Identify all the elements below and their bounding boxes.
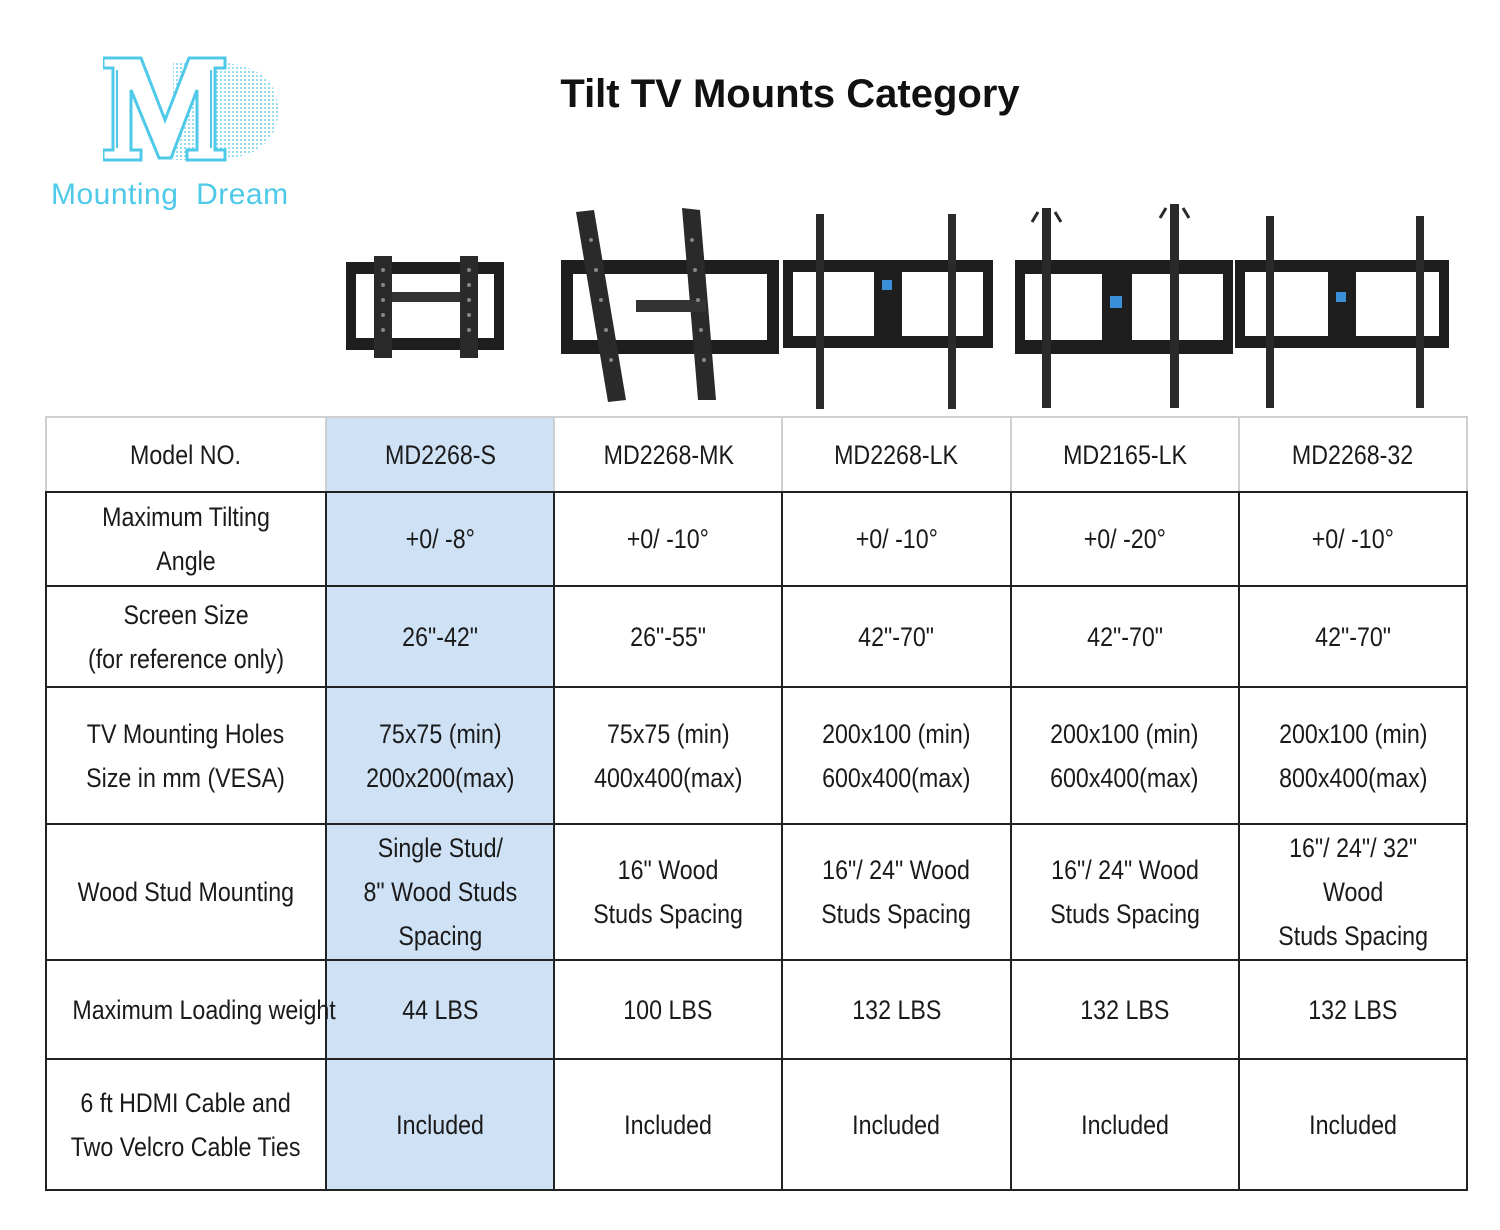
table-row	[46, 1059, 1467, 1190]
table-cell: +0/ -10°	[782, 492, 1010, 586]
table-row	[46, 586, 1467, 687]
table-cell: 16" Wood Studs Spacing	[554, 824, 782, 960]
table-cell: +0/ -8°	[326, 492, 554, 586]
table-cell: 200x100 (min) 600x400(max)	[1011, 687, 1239, 824]
table-cell: Included	[554, 1059, 782, 1190]
table-cell: Included	[326, 1059, 554, 1190]
table-cell: +0/ -10°	[1239, 492, 1467, 586]
model-header-md2268-lk: MD2268-LK	[782, 417, 1010, 492]
brand-name: Mounting Dream	[51, 178, 289, 211]
table-row	[46, 492, 1467, 586]
table-cell: 132 LBS	[1011, 960, 1239, 1059]
row-label: 6 ft HDMI Cable and Two Velcro Cable Ties	[46, 1059, 326, 1190]
row-label: Wood Stud Mounting	[46, 824, 326, 960]
product-images-row	[318, 200, 1468, 415]
product-image-md2268-32	[1232, 200, 1462, 415]
page-title: Tilt TV Mounts Category	[560, 72, 1020, 116]
table-cell: Included	[782, 1059, 1010, 1190]
spec-comparison-table	[45, 416, 1468, 1191]
table-cell: Included	[1011, 1059, 1239, 1190]
row-label: Model NO.	[46, 417, 326, 492]
table-cell: 132 LBS	[782, 960, 1010, 1059]
table-cell: Single Stud/ 8" Wood Studs Spacing	[326, 824, 554, 960]
table-cell: 100 LBS	[554, 960, 782, 1059]
model-header-md2268-s: MD2268-S	[326, 417, 554, 492]
brand-logo	[48, 50, 298, 220]
row-label: TV Mounting Holes Size in mm (VESA)	[46, 687, 326, 824]
table-row	[46, 687, 1467, 824]
table-row	[46, 824, 1467, 960]
row-label: Screen Size (for reference only)	[46, 586, 326, 687]
table-cell: 26"-55"	[554, 586, 782, 687]
table-cell: 42"-70"	[1239, 586, 1467, 687]
table-cell: 200x100 (min) 800x400(max)	[1239, 687, 1467, 824]
table-cell: 16"/ 24" Wood Studs Spacing	[1011, 824, 1239, 960]
model-header-md2268-mk: MD2268-MK	[554, 417, 782, 492]
product-image-md2165-lk	[1010, 200, 1240, 415]
table-cell: 132 LBS	[1239, 960, 1467, 1059]
table-cell: 200x100 (min) 600x400(max)	[782, 687, 1010, 824]
table-cell: 42"-70"	[1011, 586, 1239, 687]
table-cell: +0/ -10°	[554, 492, 782, 586]
table-cell: 26"-42"	[326, 586, 554, 687]
table-cell: Included	[1239, 1059, 1467, 1190]
model-header-md2165-lk: MD2165-LK	[1011, 417, 1239, 492]
table-header-row	[46, 417, 1467, 492]
row-label: Maximum Loading weight	[46, 960, 326, 1059]
table-cell: 75x75 (min) 200x200(max)	[326, 687, 554, 824]
table-row	[46, 960, 1467, 1059]
table-cell: 16"/ 24" Wood Studs Spacing	[782, 824, 1010, 960]
row-label: Maximum Tilting Angle	[46, 492, 326, 586]
product-image-md2268-s	[318, 200, 548, 415]
table-cell: 75x75 (min) 400x400(max)	[554, 687, 782, 824]
mounting-dream-logo-icon	[103, 50, 283, 170]
table-cell: 16"/ 24"/ 32" Wood Studs Spacing	[1239, 824, 1467, 960]
table-cell: +0/ -20°	[1011, 492, 1239, 586]
model-header-md2268-32: MD2268-32	[1239, 417, 1467, 492]
product-image-md2268-mk	[556, 200, 786, 415]
table-cell: 44 LBS	[326, 960, 554, 1059]
table-cell: 42"-70"	[782, 586, 1010, 687]
product-image-md2268-lk	[780, 200, 1010, 415]
